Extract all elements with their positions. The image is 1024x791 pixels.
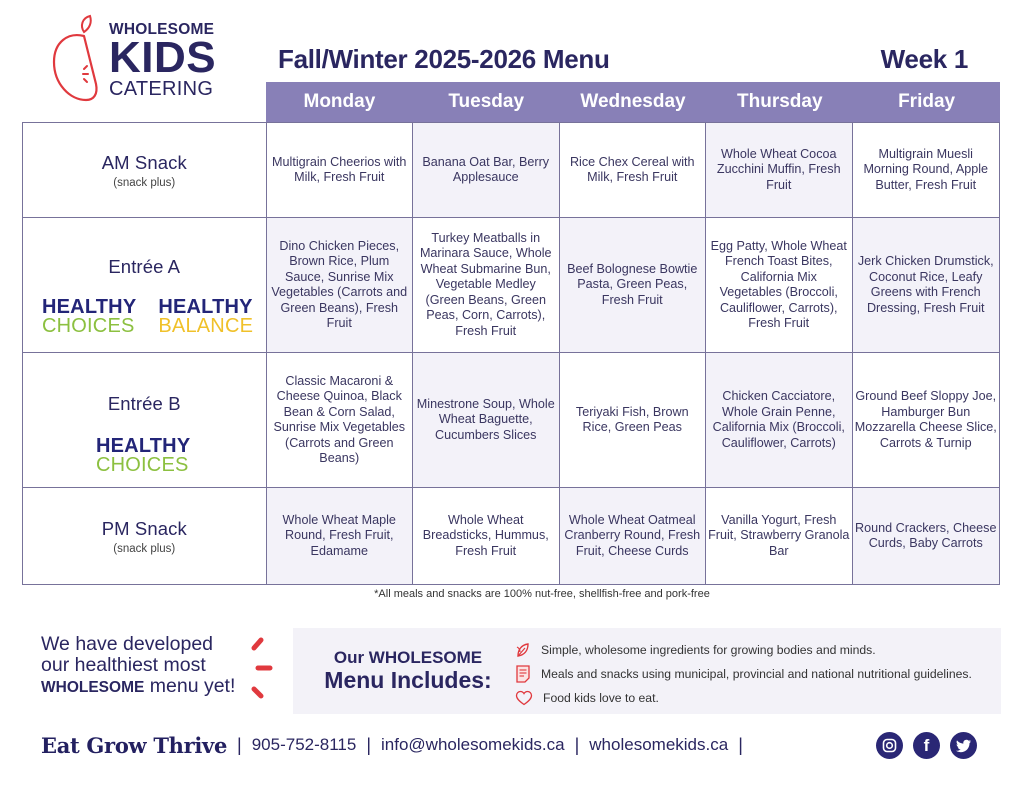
day-header-tuesday: Tuesday [448, 91, 525, 112]
footer-contact-bar [41, 730, 753, 760]
menu-includes-panel [293, 628, 1001, 714]
instagram-icon[interactable] [876, 732, 903, 759]
separator: | [738, 734, 743, 755]
menu-cell: Vanilla Yogurt, Fresh Fruit, Strawberry Granola Bar [706, 488, 853, 584]
menu-cell: Jerk Chicken Drumstick, Coconut Rice, Leafy Greens with French Dressing, Fresh Fruit [853, 218, 1000, 352]
includes-title: Our WHOLESOME Menu Includes: [324, 648, 492, 693]
menu-cell: Classic Macaroni & Cheese Quinoa, Black Bean & Corn Salad, Sunrise Mix Vegetables (Carrots and Green Beans) [267, 353, 414, 487]
menu-cell: Teriyaki Fish, Brown Rice, Green Peas [560, 353, 707, 487]
separator: | [366, 734, 372, 755]
menu-cell: Chicken Cacciatore, Whole Grain Penne, California Mix (Broccoli, Cauliflower, Carrots) [706, 353, 853, 487]
row-label-pm-snack [23, 488, 267, 584]
includes-item: Food kids love to eat. [515, 686, 972, 710]
table-row-entree-a [23, 217, 999, 352]
allergen-footnote: *All meals and snacks are 100% nut-free, shellfish-free and pork-free [374, 588, 710, 600]
tagline: Eat Grow Thrive [41, 732, 228, 758]
apple-logo-icon [48, 14, 108, 106]
twitter-bird-icon [956, 739, 972, 753]
menu-cell: Whole Wheat Cocoa Zucchini Muffin, Fresh Fruit [706, 123, 853, 217]
promo-text: We have developed our healthiest most WHOLESOME menu yet! [41, 633, 236, 697]
healthy-badges [42, 298, 253, 336]
row-label-text: Entrée A [108, 256, 181, 277]
row-label-am-snack [23, 123, 267, 217]
logo-kids: KIDS [109, 33, 217, 82]
menu-cell: Dino Chicken Pieces, Brown Rice, Plum Sauce, Sunrise Mix Vegetables (Carrots and Green Beans), Fresh Fruit [267, 218, 414, 352]
row-label-text: Entrée B [107, 393, 181, 414]
day-header-thursday: Thursday [737, 91, 823, 112]
includes-list [515, 638, 972, 710]
table-row-pm-snack [23, 487, 999, 584]
separator: | [574, 734, 580, 755]
day-header-row [266, 82, 1000, 122]
twitter-icon[interactable] [950, 732, 977, 759]
page-title: Fall/Winter 2025-2026 Menu [278, 44, 610, 74]
row-label-entree-a [23, 218, 267, 352]
day-header-friday: Friday [898, 91, 956, 112]
menu-cell: Whole Wheat Maple Round, Fresh Fruit, Edamame [267, 488, 414, 584]
separator: | [237, 734, 242, 755]
day-header-wednesday: Wednesday [580, 91, 686, 112]
heart-icon [515, 690, 533, 706]
day-header-monday: Monday [303, 91, 376, 112]
includes-item: Meals and snacks using municipal, provincial and national nutritional guidelines. [515, 662, 972, 686]
leaf-icon [515, 642, 531, 658]
document-icon [515, 665, 531, 683]
table-row-entree-b [23, 352, 999, 487]
accent-dashes-icon [246, 636, 276, 702]
menu-cell: Beef Bolognese Bowtie Pasta, Green Peas, Fresh Fruit [560, 218, 707, 352]
menu-cell: Rice Chex Cereal with Milk, Fresh Fruit [560, 123, 707, 217]
menu-cell: Multigrain Cheerios with Milk, Fresh Fruit [267, 123, 414, 217]
table-row-am-snack [23, 123, 999, 217]
logo-catering: CATERING [109, 78, 214, 100]
row-sublabel: (snack plus) [113, 176, 176, 189]
email-link[interactable]: info@wholesomekids.ca [381, 735, 565, 754]
menu-cell: Banana Oat Bar, Berry Applesauce [413, 123, 560, 217]
menu-cell: Minestrone Soup, Whole Wheat Baguette, Cucumbers Slices [413, 353, 560, 487]
menu-cell: Egg Patty, Whole Wheat French Toast Bites, California Mix Vegetables (Broccoli, Cauliflower, Carrots), Fresh Fruit [706, 218, 853, 352]
healthy-balance-badge: HEALTHY BALANCE [158, 296, 254, 337]
logo-wholesome: WHOLESOME [109, 21, 215, 38]
phone-number[interactable]: 905-752-8115 [251, 735, 357, 754]
row-sublabel: (snack plus) [113, 542, 176, 555]
healthy-badges [96, 437, 190, 476]
row-label-text: AM Snack [101, 151, 187, 173]
includes-item: Simple, wholesome ingredients for growing bodies and minds. [515, 638, 972, 662]
instagram-glyph-icon [882, 738, 897, 753]
row-label-entree-b [23, 353, 267, 487]
menu-cell: Turkey Meatballs in Marinara Sauce, Whole Wheat Submarine Bun, Vegetable Medley (Green Beans, Green Peas, Corn, Carrots), Fresh Fruit [413, 218, 560, 352]
menu-cell: Multigrain Muesli Morning Round, Apple Butter, Fresh Fruit [853, 123, 1000, 217]
week-label: Week 1 [880, 44, 968, 74]
menu-cell: Whole Wheat Breadsticks, Hummus, Fresh Fruit [413, 488, 560, 584]
healthy-choices-badge: HEALTHY CHOICES [42, 296, 137, 337]
menu-cell: Whole Wheat Oatmeal Cranberry Round, Fresh Fruit, Cheese Curds [560, 488, 707, 584]
menu-body [22, 122, 1000, 585]
healthy-choices-badge: HEALTHY CHOICES [96, 435, 191, 476]
social-links [876, 732, 977, 759]
company-logo [48, 14, 258, 106]
menu-cell: Ground Beef Sloppy Joe, Hamburger Bun Mozzarella Cheese Slice, Carrots & Turnip [853, 353, 1000, 487]
facebook-icon[interactable]: f [913, 732, 940, 759]
website-link[interactable]: wholesomekids.ca [589, 735, 729, 754]
menu-cell: Round Crackers, Cheese Curds, Baby Carrots [853, 488, 1000, 584]
row-label-text: PM Snack [101, 517, 187, 539]
